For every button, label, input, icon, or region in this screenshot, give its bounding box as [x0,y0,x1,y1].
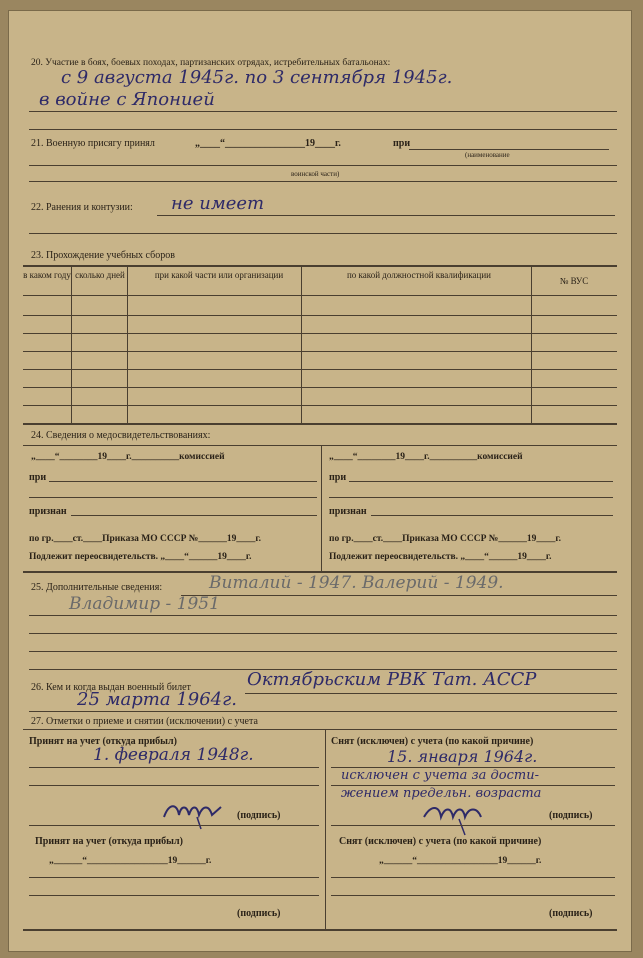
table-row-line [23,333,617,334]
table-bottom [23,423,617,425]
line [349,481,613,482]
line [331,825,615,826]
removed-label-1: Снят (исключен) с учета (по какой причине) [331,736,534,747]
signature-right [419,799,499,839]
col-header-qualification: по какой должностной квалификации [346,270,491,280]
line [157,215,615,216]
line [29,895,319,896]
col-divider [127,265,128,423]
exam-date-left: „____“________19____г.__________комиссией [31,452,225,462]
exam-next-left: Подлежит переосвидетельств. „____“______19____г. [29,552,252,562]
line [29,651,617,652]
line [331,877,615,878]
table-row-line [23,315,617,316]
line [29,825,319,826]
col-divider [71,265,72,423]
line [29,233,617,234]
page-bottom-border [23,929,617,931]
exam-priznan-right: признан [329,506,367,517]
exam-next-right: Подлежит переосвидетельств. „____“______19____г. [329,552,552,562]
accepted-date-handwriting: 1. февраля 1948г. [93,745,254,765]
line [29,711,617,712]
table-header-bottom [23,295,617,296]
removed-reason-handwriting-1: исключен с учета за дости- [341,768,539,783]
table-row-line [23,369,617,370]
oath-unit-caption-1: (наименование [465,151,510,159]
removed-reason-handwriting-2: жением предельн. возраста [341,786,542,801]
section-20-handwriting-2: в войне с Японией [39,89,215,110]
section-25-label: 25. Дополнительные сведения: [31,582,163,593]
accepted-label-1: Принят на учет (откуда прибыл) [29,736,177,747]
oath-at-label: при [393,138,411,149]
section-27-label: 27. Отметки о приеме и снятии (исключении) с учета [31,716,258,727]
col-divider [301,265,302,423]
line [29,129,617,130]
section-27-divider [325,729,326,929]
signature-caption-right-2: (подпись) [549,908,593,919]
signature-caption-left-2: (подпись) [237,908,281,919]
section-20-label: 20. Участие в боях, боевых походах, партизанских отрядах, истребительных батальонах: [31,58,391,68]
military-id-page [8,10,632,952]
line [331,895,615,896]
line [29,497,317,498]
section-23-label: 23. Прохождение учебных сборов [31,250,175,261]
oath-date-blank: „____“________________19____г. [195,138,341,149]
section-21-label: 21. Военную присягу принял [31,138,155,149]
signature-left [159,795,229,835]
col-divider [531,265,532,423]
line [29,767,319,768]
line [371,515,613,516]
signature-caption-right: (подпись) [549,810,593,821]
removed-date-handwriting: 15. января 1964г. [387,747,538,766]
line [23,445,617,446]
line [29,165,617,166]
line [71,515,317,516]
line [29,633,617,634]
col-header-unit: при какой части или организации [154,270,284,280]
signature-caption-left: (подпись) [237,810,281,821]
line [29,181,617,182]
removed-date-blank: „______“_________________19______г. [379,856,542,866]
col-header-vus: № ВУС [559,276,589,286]
exam-order-left: по гр.____ст.____Приказа МО СССР №______19____г. [29,534,261,544]
table-top [23,265,617,267]
table-row-line [23,387,617,388]
section-22-handwriting: не имеет [171,193,265,214]
col-header-year: в каком году [23,270,71,280]
section-26-label: 26. Кем и когда выдан военный билет [31,682,191,693]
exam-pri-right: при [329,472,347,483]
line [181,595,617,596]
line [245,693,617,694]
exam-pri-left: при [29,472,47,483]
col-header-days: сколько дней [75,270,125,280]
section-22-label: 22. Ранения и контузии: [31,202,133,213]
exam-order-right: по гр.____ст.____Приказа МО СССР №______19____г. [329,534,561,544]
line [29,785,319,786]
line [409,149,609,150]
line [23,729,617,730]
accepted-date-blank: „______“_________________19______г. [49,856,212,866]
oath-unit-caption-2: воинской части) [291,170,340,178]
line [49,481,317,482]
table-row-line [23,405,617,406]
line [29,615,617,616]
exam-date-right: „____“________19____г.__________комиссией [329,452,523,462]
section-25-handwriting-1: Виталий - 1947. Валерий - 1949. [209,573,504,593]
line [329,497,613,498]
accepted-label-2: Принят на учет (откуда прибыл) [35,836,183,847]
section-20-handwriting-1: с 9 августа 1945г. по 3 сентября 1945г. [61,67,453,88]
section-26-handwriting-1: Октябрьским РВК Тат. АССР [247,669,537,690]
line [29,877,319,878]
removed-label-2: Снят (исключен) с учета (по какой причине) [339,836,542,847]
section-24-label: 24. Сведения о медосвидетельствованиях: [31,430,211,441]
section-24-divider [321,445,322,571]
line [29,111,617,112]
exam-priznan-left: признан [29,506,67,517]
table-row-line [23,351,617,352]
section-26-handwriting-2: 25 марта 1964г. [77,689,237,710]
section-25-handwriting-2: Владимир - 1951 [69,594,220,614]
